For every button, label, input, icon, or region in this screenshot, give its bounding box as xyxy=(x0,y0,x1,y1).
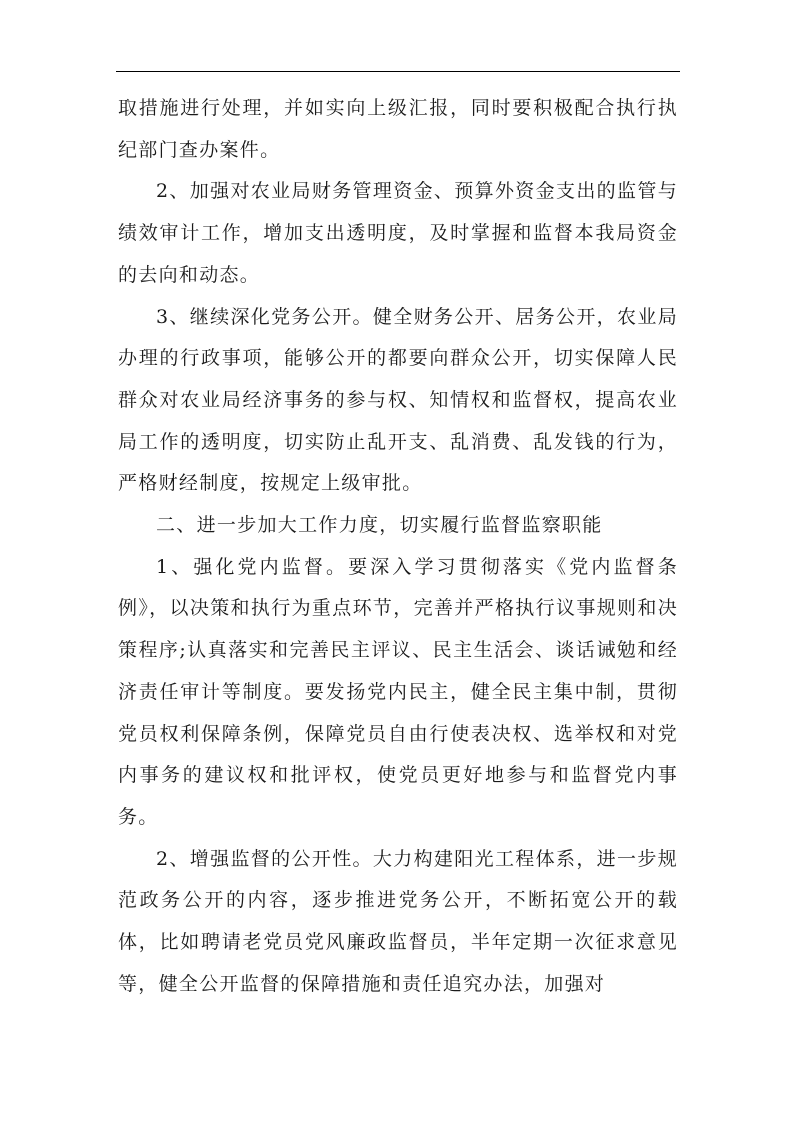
header-rule xyxy=(116,71,680,72)
section-heading: 二、进一步加大工作力度，切实履行监督监察职能 xyxy=(156,514,603,537)
paragraph: 1、强化党内监督。要深入学习贯彻落实《党内监督条例》，以决策和执行为重点环节，完善并严格执行议事规则和决策程序;认真落实和完善民主评议、民主生活会、谈话诫勉和经济责任审计等制度。要发扬党内民主，健全民主集中制，贯彻党员权利保障条例，保障党员自由行使表决权、选举权和对党内事务的建议权和批评权，使党员更好地参与和监督党内事务。 xyxy=(118,555,678,828)
document-body xyxy=(118,88,678,1005)
paragraph: 取措施进行处理，并如实向上级汇报，同时要积极配合执行执纪部门查办案件。 xyxy=(118,97,678,161)
paragraph: 3、继续深化党务公开。健全财务公开、居务公开，农业局办理的行政事项，能够公开的都要向群众公开，切实保障人民群众对农业局经济事务的参与权、知情权和监督权，提高农业局工作的透明度，切实防止乱开支、乱消费、乱发钱的行为，严格财经制度，按规定上级审批。 xyxy=(118,305,678,495)
paragraph: 2、加强对农业局财务管理资金、预算外资金支出的监管与绩效审计工作，增加支出透明度，及时掌握和监督本我局资金的去向和动态。 xyxy=(118,180,678,286)
paragraph: 2、增强监督的公开性。大力构建阳光工程体系，进一步规范政务公开的内容，逐步推进党务公开，不断拓宽公开的载体，比如聘请老党员党风廉政监督员，半年定期一次征求意见等，健全公开监督的保障措施和责任追究办法，加强对 xyxy=(118,847,678,995)
